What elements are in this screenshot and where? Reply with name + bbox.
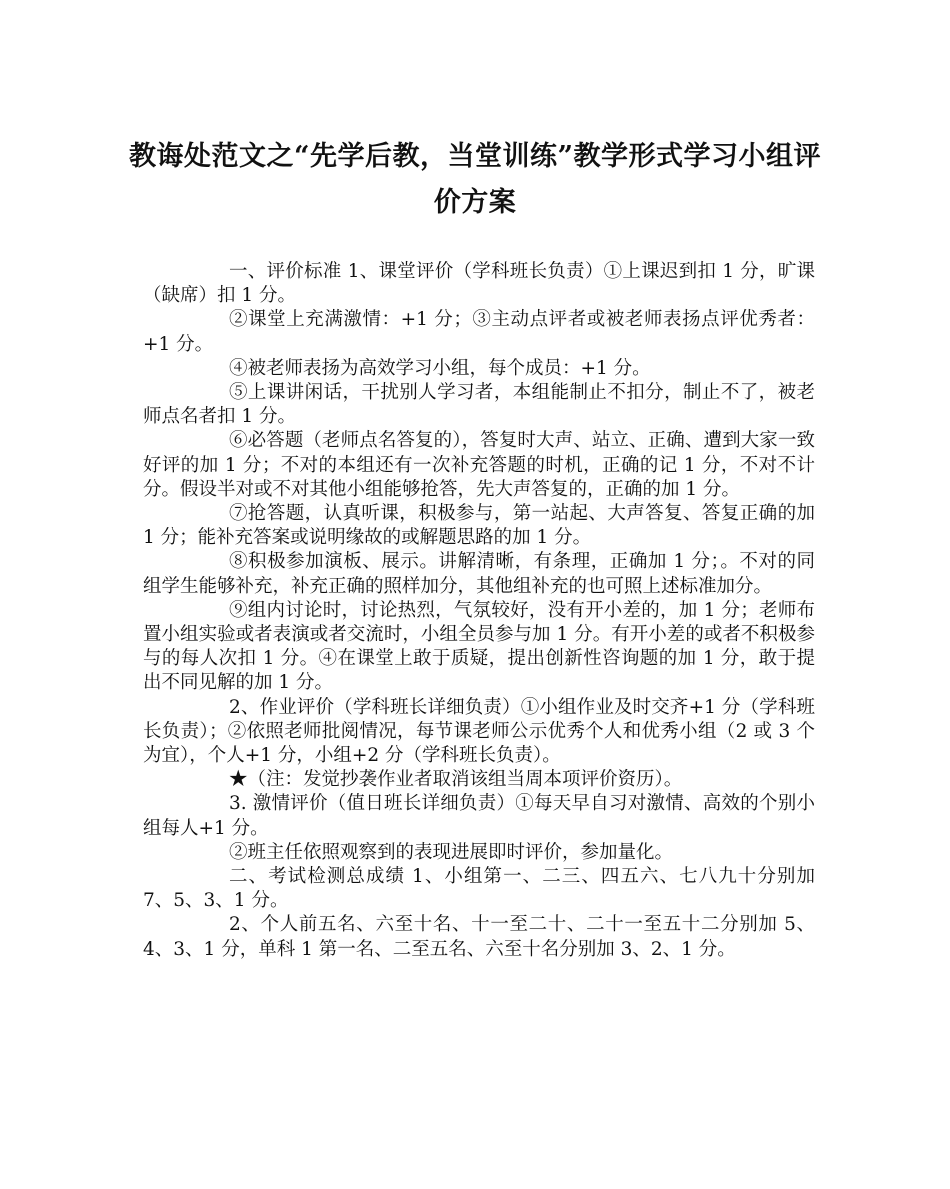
paragraph-9: 2、作业评价（学科班长详细负责）①小组作业及时交齐+1 分（学科班长负责）；②依照老师批阅情况，每节课老师公示优秀个人和优秀小组（2 或 3 个为宜），个人+1 分，小组+2 分（学科班长负责）。 — [143, 696, 815, 767]
paragraph-6: ⑦抢答题，认真听课，积极参与，第一站起、大声答复、答复正确的加 1 分；能补充答案或说明缘故的或解题思路的加 1 分。 — [143, 503, 815, 549]
paragraph-2: ②课堂上充满激情：+1 分；③主动点评者或被老师表扬点评优秀者：+1 分。 — [143, 309, 815, 355]
paragraph-4: ⑤上课讲闲话，干扰别人学习者，本组能制止不扣分，制止不了，被老师点名者扣 1 分。 — [143, 382, 815, 428]
paragraph-12: ②班主任依照观察到的表现进展即时评价，参加量化。 — [229, 841, 674, 863]
paragraph-10: ★（注：发觉抄袭作业者取消该组当周本项评价资历）。 — [229, 769, 683, 791]
paragraph-5: ⑥必答题（老师点名答复的），答复时大声、站立、正确、遭到大家一致好评的加 1 分；不对的本组还有一次补充答题的时机，正确的记 1 分，不对不计分。假设半对或不对其他小组能够抢答，先大声答复的，正确的加 1 分。 — [143, 430, 815, 500]
paragraph-7: ⑧积极参加演板、展示。讲解清晰，有条理，正确加 1 分；。不对的同组学生能够补充，补充正确的照样加分，其他组补充的也可照上述标准加分。 — [143, 551, 815, 597]
paragraph-3: ④被老师表扬为高效学习小组，每个成员：+1 分。 — [229, 357, 651, 379]
paragraph-11: 3. 激情评价（值日班长详细负责）①每天早自习对激情、高效的个别小组每人+1 分。 — [143, 793, 815, 839]
paragraph-14: 2、个人前五名、六至十名、十一至二十、二十一至五十二分别加 5、4、3、1 分，单科 1 第一名、二至五名、六至十名分别加 3、2、1 分。 — [143, 914, 815, 960]
paragraph-1: 一、评价标准 1、课堂评价（学科班长负责）①上课迟到扣 1 分，旷课（缺席）扣 1 分。 — [143, 261, 815, 307]
document-title: 教诲处范文之“先学后教，当堂训练”教学形式学习小组评价方案 — [128, 141, 822, 218]
paragraph-8: ⑨组内讨论时，讨论热烈，气氛较好，没有开小差的，加 1 分；老师布置小组实验或者表演或者交流时，小组全员参与加 1 分。有开小差的或者不积极参与的每人次扣 1 分。④在课堂上敢于质疑，提出创新性咨询题的加 1 分，敢于提出不同见解的加 1 分。 — [143, 599, 815, 694]
paragraph-13: 二、考试检测总成绩 1、小组第一、二三、四五六、七八九十分别加 7、5、3、1 分。 — [143, 866, 815, 912]
document-body — [143, 260, 815, 962]
